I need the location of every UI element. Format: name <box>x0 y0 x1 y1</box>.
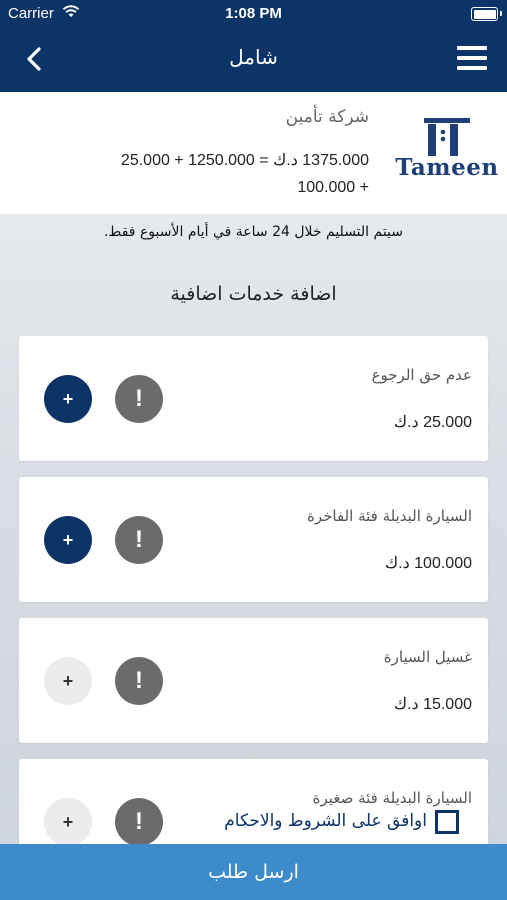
company-logo <box>394 114 500 186</box>
price-formula <box>69 147 369 201</box>
add-service-button[interactable]: + <box>44 375 92 423</box>
company-summary <box>0 92 507 214</box>
add-service-button[interactable]: + <box>44 516 92 564</box>
terms-checkbox[interactable] <box>435 810 459 834</box>
status-bar <box>0 0 507 28</box>
service-card <box>19 336 488 461</box>
add-service-button[interactable]: + <box>44 798 92 846</box>
clock: 1:08 PM <box>225 5 282 22</box>
price-formula-line1: 1375.000 د.ك = 1250.000 + 25.000 <box>120 152 369 169</box>
terms-agreement[interactable] <box>179 810 459 836</box>
info-icon[interactable]: ! <box>115 657 163 705</box>
company-name: شركة تأمين <box>285 107 369 127</box>
service-price: 100.000 د.ك <box>384 555 472 572</box>
info-icon[interactable]: ! <box>115 516 163 564</box>
info-icon[interactable]: ! <box>115 798 163 846</box>
service-name: عدم حق الرجوع <box>371 366 472 384</box>
nav-bar <box>0 28 507 92</box>
service-card <box>19 477 488 602</box>
carrier-label: Carrier <box>8 5 54 22</box>
delivery-notice: سيتم التسليم خلال 24 ساعة في أيام الأسبوع فقط. <box>103 224 404 240</box>
battery-icon <box>471 7 498 21</box>
service-name: السيارة البديلة فئة صغيرة <box>312 789 472 807</box>
section-title: اضافة خدمات اضافية <box>170 283 337 305</box>
service-name: غسيل السيارة <box>383 648 472 666</box>
price-formula-line2: + 100.000 <box>297 179 369 196</box>
add-service-button[interactable]: + <box>44 657 92 705</box>
menu-icon[interactable] <box>457 46 489 72</box>
terms-label[interactable]: اوافق على الشروط والاحكام <box>224 811 427 831</box>
service-name: السيارة البديلة فئة الفاخرة <box>307 507 472 525</box>
tameen-logo-icon <box>394 114 500 158</box>
submit-button[interactable]: ارسل طلب <box>0 844 507 900</box>
service-price: 15.000 د.ك <box>393 696 472 713</box>
service-price: 25.000 د.ك <box>393 414 472 431</box>
page-title: شامل <box>229 45 278 69</box>
info-icon[interactable]: ! <box>115 375 163 423</box>
service-card <box>19 618 488 743</box>
logo-wordmark: Tameen <box>395 154 499 181</box>
